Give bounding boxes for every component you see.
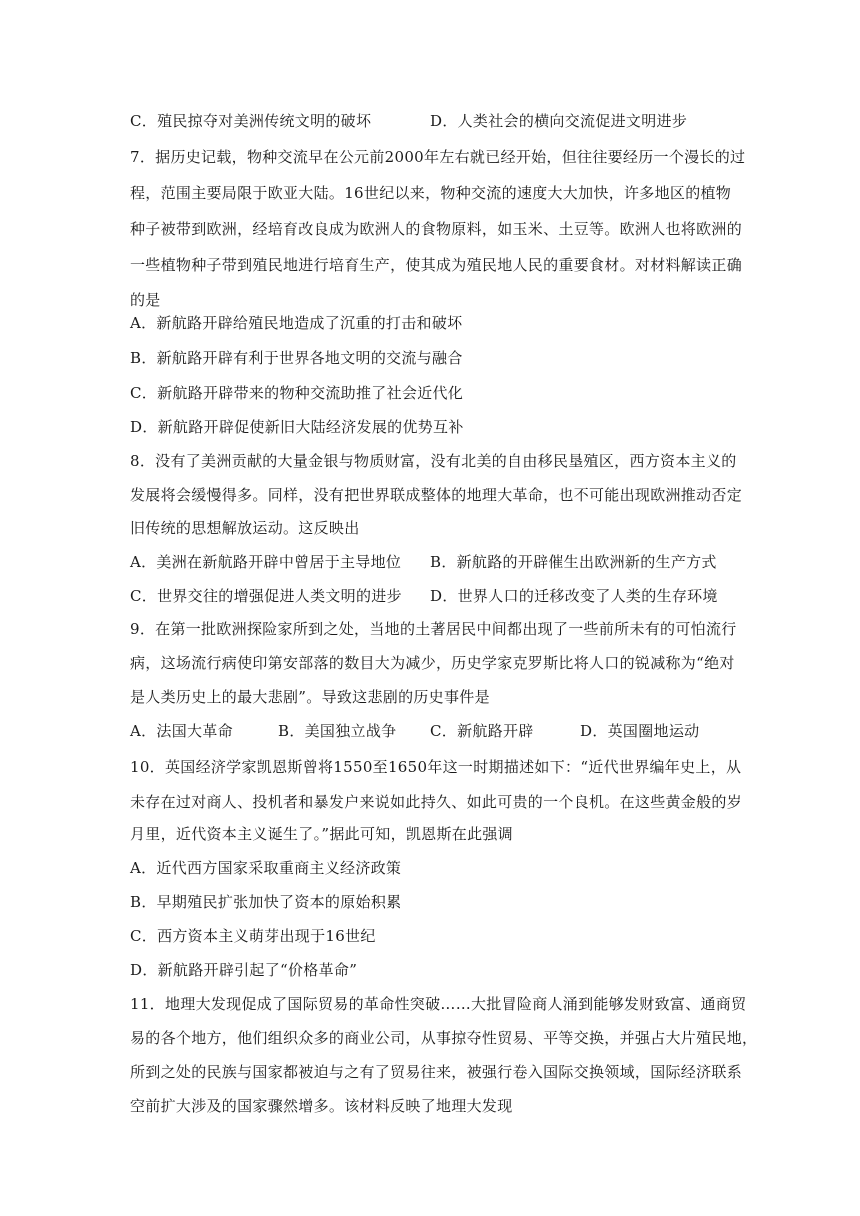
option-a: A．法国大革命 — [130, 722, 233, 740]
question-stem-line: 旧传统的思想解放运动。这反映出 — [130, 519, 360, 537]
option-c: C．新航路开辟带来的物种交流助推了社会近代化 — [130, 384, 464, 402]
option-d: D．人类社会的横向交流促进文明进步 — [430, 112, 688, 130]
question-stem-line: 种子被带到欧洲，经培育改良成为欧洲人的食物原料，如玉米、土豆等。欧洲人也将欧洲的 — [130, 220, 743, 238]
option-d: D．新航路开辟引起了“价格革命” — [130, 961, 358, 979]
option-a: A．近代西方国家采取重商主义经济政策 — [130, 859, 402, 877]
option-d: D．新航路开辟促使新旧大陆经济发展的优势互补 — [130, 418, 464, 436]
option-b: B．新航路的开辟催生出欧洲新的生产方式 — [430, 553, 717, 571]
question-stem-line: 7．据历史记载，物种交流早在公元前2000年左右就已经开始，但往往要经历一个漫长的过 — [130, 148, 746, 166]
question-stem-line: 10．英国经济学家凯恩斯曾将1550至1650年这一时期描述如下：“近代世界编年史上，从 — [130, 758, 742, 776]
option-d: D．英国圈地运动 — [580, 722, 700, 740]
option-c: C．殖民掠夺对美洲传统文明的破坏 — [130, 112, 372, 130]
question-stem-line: 易的各个地方，他们组织众多的商业公司，从事掠夺性贸易、平等交换，并强占大片殖民地， — [130, 1029, 758, 1047]
question-stem-line: 程，范围主要局限于欧亚大陆。16世纪以来，物种交流的速度大大加快，许多地区的植物 — [130, 184, 732, 202]
question-stem-line: 月里，近代资本主义诞生了。”据此可知，凯恩斯在此强调 — [130, 825, 513, 843]
question-stem-line: 一些植物种子带到殖民地进行培育生产，使其成为殖民地人民的重要食材。对材料解读正确 — [130, 256, 743, 274]
option-b: B．新航路开辟有利于世界各地文明的交流与融合 — [130, 349, 463, 367]
option-a: A．新航路开辟给殖民地造成了沉重的打击和破坏 — [130, 314, 463, 332]
question-stem-line: 的是 — [130, 291, 161, 309]
question-stem-line: 是人类历史上的最大悲剧”。导致这悲剧的历史事件是 — [130, 688, 490, 706]
question-stem-line: 所到之处的民族与国家都被迫与之有了贸易往来，被强行卷入国际交换领域，国际经济联系 — [130, 1063, 743, 1081]
option-a: A．美洲在新航路开辟中曾居于主导地位 — [130, 553, 402, 571]
option-c: C．新航路开辟 — [430, 722, 534, 740]
question-stem-line: 11．地理大发现促成了国际贸易的革命性突破……大批冒险商人涌到能够发财致富、通商贸 — [130, 995, 747, 1013]
question-stem-line: 未存在过对商人、投机者和暴发户来说如此持久、如此可贵的一个良机。在这些黄金般的岁 — [130, 793, 743, 811]
question-stem-line: 空前扩大涉及的国家骤然增多。该材料反映了地理大发现 — [130, 1097, 513, 1115]
question-stem-line: 病，这场流行病使印第安部落的数目大为减少，历史学家克罗斯比将人口的锐减称为“绝对 — [130, 654, 735, 672]
option-c: C．西方资本主义萌芽出现于16世纪 — [130, 927, 376, 945]
question-stem-line: 8．没有了美洲贡献的大量金银与物质财富，没有北美的自由移民垦殖区，西方资本主义的 — [130, 452, 737, 470]
option-c: C．世界交往的增强促进人类文明的进步 — [130, 587, 402, 605]
option-d: D．世界人口的迁移改变了人类的生存环境 — [430, 587, 718, 605]
option-b: B．美国独立战争 — [278, 722, 397, 740]
question-stem-line: 9．在第一批欧洲探险家所到之处，当地的土著居民中间都出现了一些前所未有的可怕流行 — [130, 620, 737, 638]
question-stem-line: 发展将会缓慢得多。同样，没有把世界联成整体的地理大革命，也不可能出现欧洲推动否定 — [130, 486, 743, 504]
option-b: B．早期殖民扩张加快了资本的原始积累 — [130, 893, 402, 911]
